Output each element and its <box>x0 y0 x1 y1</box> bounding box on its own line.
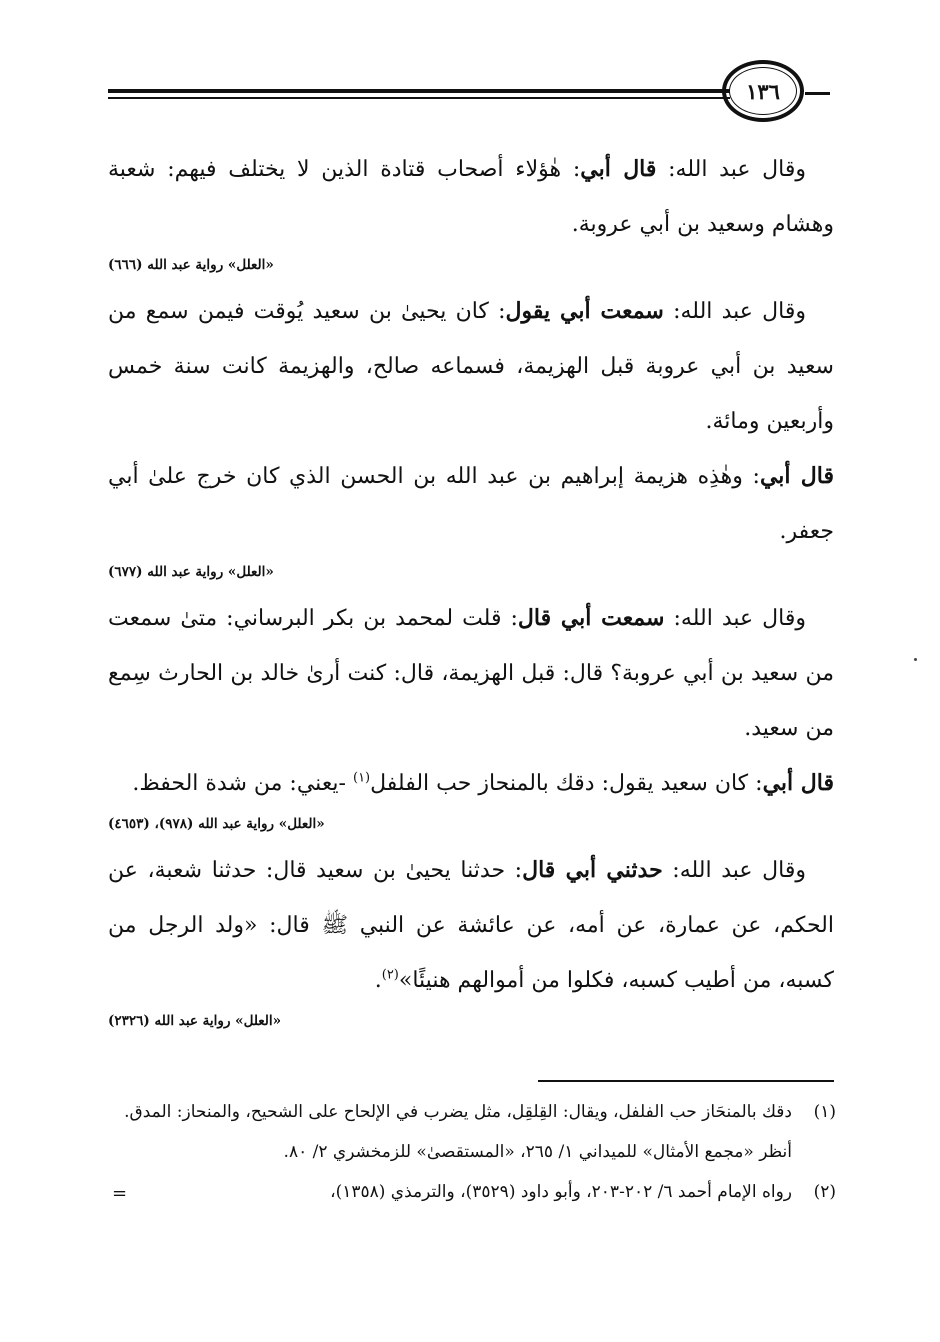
source-reference: «العلل» رواية عبد الله (٩٧٨)، (٤٦٥٣) <box>108 816 325 832</box>
speaker-phrase: قال أبي <box>759 463 834 489</box>
footnote <box>108 1172 836 1212</box>
source-reference: «العلل» رواية عبد الله (٢٣٢٦) <box>108 1013 282 1029</box>
narration-text: : كان يحيىٰ بن سعيد يُوقت فيمن سمع من سعيد بن أبي عروبة قبل الهزيمة، فسماعه صالح، والهزيمة كانت سنة خمس وأربعين ومائة. <box>108 299 834 434</box>
narration-paragraph <box>108 284 834 449</box>
header-rule <box>108 89 730 93</box>
main-text <box>108 142 834 1040</box>
narration-text: : وهٰذِه هزيمة إبراهيم بن عبد الله بن الحسن الذي كان خرج علىٰ أبي جعفر. <box>108 464 834 544</box>
speaker-phrase: سمعت أبي يقول <box>505 298 664 324</box>
source-reference: «العلل» رواية عبد الله (٦٧٧) <box>108 564 274 580</box>
footnote-number: (١) <box>813 1102 836 1122</box>
footnote-separator <box>538 1080 834 1082</box>
footnote-text: رواه الإمام أحمد ٦/ ٢٠٢-٢٠٣، وأبو داود (٣٥٢٩)، والترمذي (١٣٥٨)، <box>330 1182 792 1202</box>
header-rule-thin <box>108 97 730 99</box>
source-reference: «العلل» رواية عبد الله (٦٦٦) <box>108 257 274 273</box>
footnote-marker[interactable]: (٢) <box>381 967 399 983</box>
scan-speck <box>914 658 917 661</box>
page-number: ١٣٦ <box>729 67 797 115</box>
narration-text: : حدثنا يحيىٰ بن سعيد قال: حدثنا شعبة، عن الحكم، عن عمارة، عن أمه، عن عائشة عن النبي ﷺ قال: «ولد الرجل من كسبه، من أطيب كسبه، فكلوا من أموالهم هنيئًا» <box>108 858 834 993</box>
speaker-phrase: قال أبي <box>580 156 657 182</box>
footnote-number: (٢) <box>813 1182 836 1202</box>
footnote-text: دقك بالمنحَاز حب الفلفل، ويقال: القِلقِل، مثل يضرب في الإلحاح على الشحيح، والمنحاز: المدق. أنظر «مجمع الأمثال» للميداني ١/ ٢٦٥، «المستقصىٰ» للزمخشري ٢/ ٨٠. <box>124 1102 792 1162</box>
narration-text: : هٰؤلاء أصحاب قتادة الذين لا يختلف فيهم: شعبة وهشام وسعيد بن أبي عروبة. <box>108 157 834 237</box>
continuation-mark: = <box>112 1183 128 1204</box>
narration-text: : قلت لمحمد بن بكر البرساني: متىٰ سمعت من سعيد بن أبي عروبة؟ قال: قبل الهزيمة، قال: كنت أرىٰ خالد بن الحارث سِمع من سعيد. <box>108 606 834 741</box>
narration-lead: وقال عبد الله: <box>664 606 807 631</box>
speaker-phrase: حدثني أبي قال <box>522 857 663 883</box>
speaker-phrase: سمعت أبي قال <box>517 605 665 631</box>
narration-text-tail: -يعني: من شدة الحفظ. <box>132 771 353 796</box>
footnote <box>108 1092 836 1172</box>
narration-paragraph <box>108 843 834 1008</box>
narration-lead: وقال عبد الله: <box>656 157 807 182</box>
narration-paragraph <box>108 449 834 559</box>
speaker-phrase: قال أبي <box>762 770 834 796</box>
narration-paragraph <box>108 142 834 252</box>
header-rule-tail <box>805 92 830 95</box>
narration-paragraph <box>108 756 834 811</box>
narration-lead: وقال عبد الله: <box>662 858 806 883</box>
page-number-badge <box>722 60 804 122</box>
footnote-marker[interactable]: (١) <box>352 770 371 786</box>
narration-text: : كان سعيد يقول: دقك بالمنحاز حب الفلفل <box>370 771 763 796</box>
footnotes <box>108 1092 836 1212</box>
narration-text-tail: . <box>374 968 382 993</box>
narration-lead: وقال عبد الله: <box>663 299 806 324</box>
narration-paragraph <box>108 591 834 756</box>
